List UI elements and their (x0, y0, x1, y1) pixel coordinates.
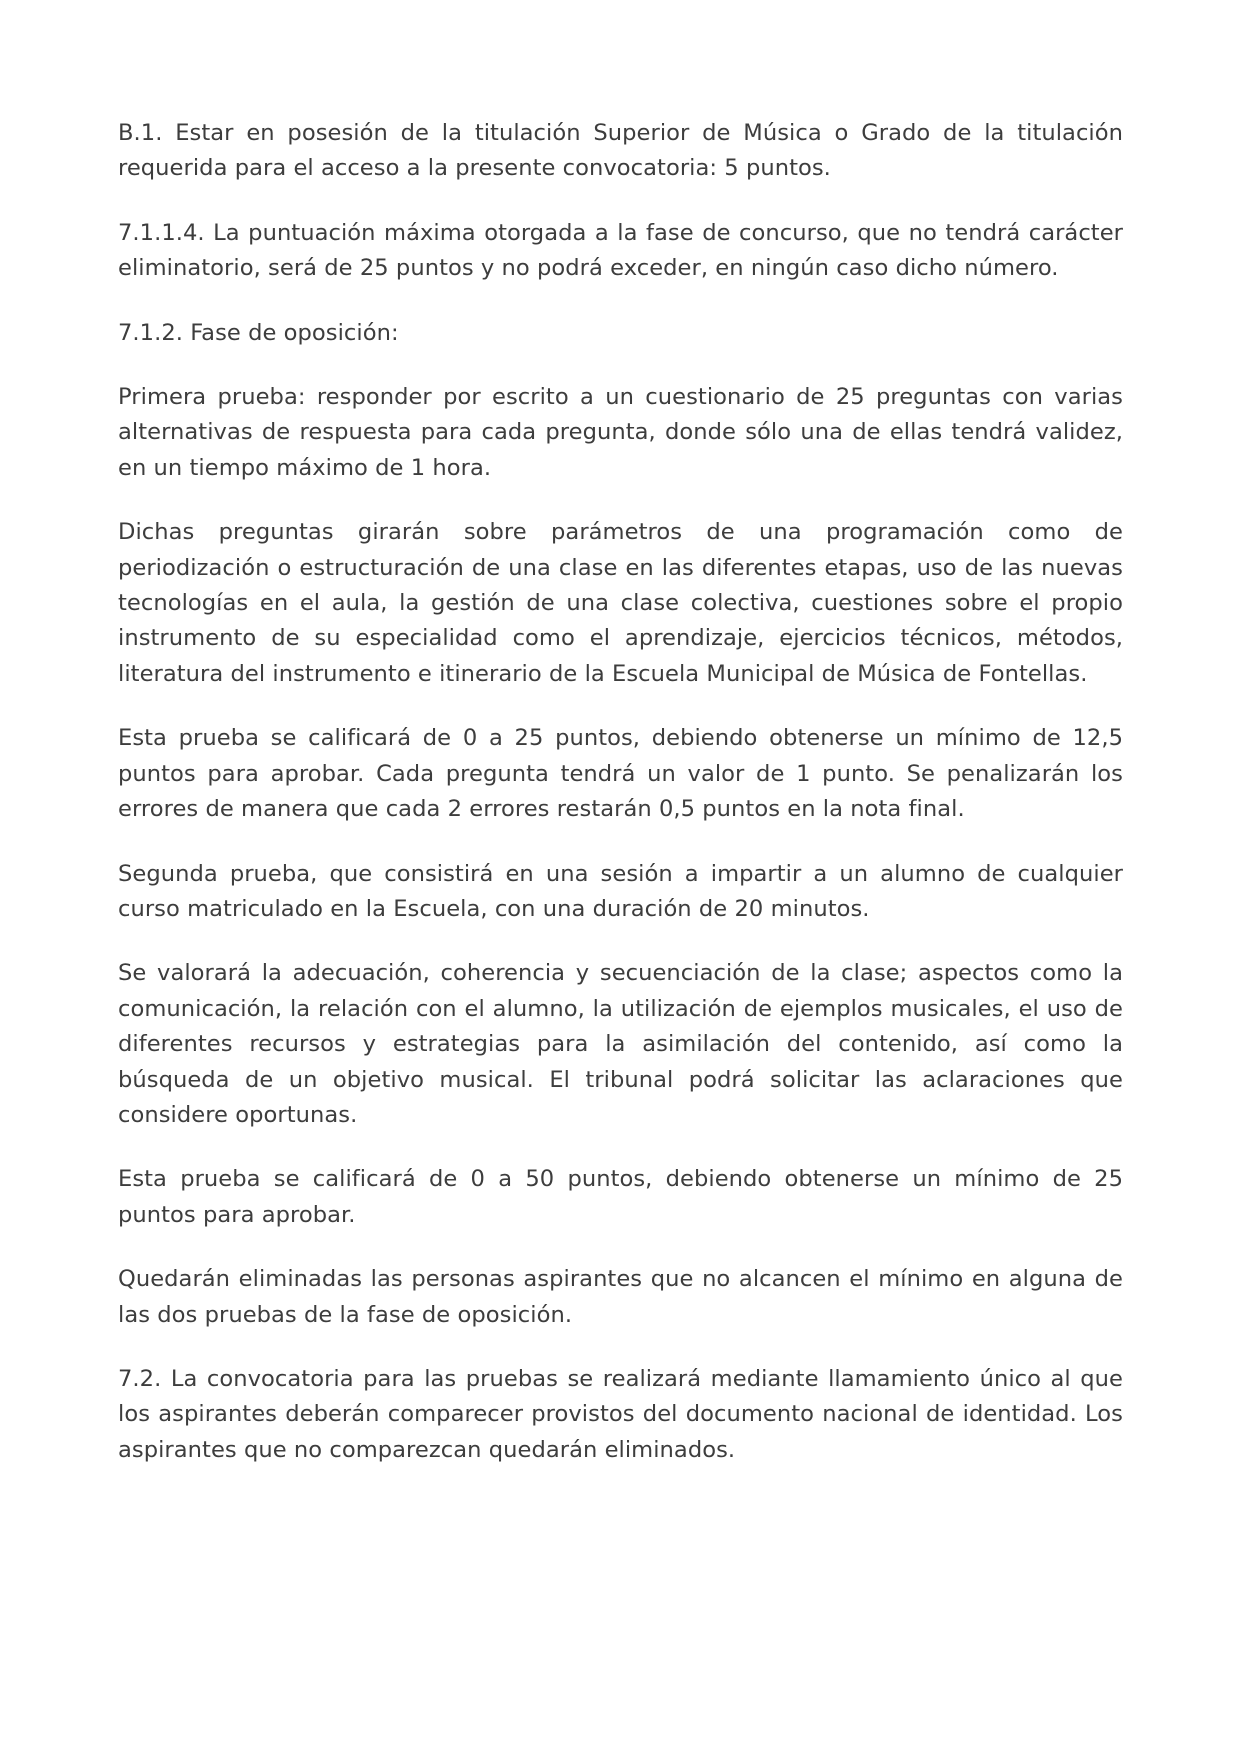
document-body (118, 116, 1123, 1497)
paragraph-segunda-prueba: Segunda prueba, que consistirá en una sesión a impartir a un alumno de cualquier curso matriculado en la Escuela, con una duración de 20 minutos. (118, 860, 1123, 922)
paragraph-calificacion-primera-prueba: Esta prueba se calificará de 0 a 25 puntos, debiendo obtenerse un mínimo de 12,5 puntos para aprobar. Cada pregunta tendrá un valor de 1 punto. Se penalizarán los errores de manera que cada 2 errores restarán 0,5 puntos en la nota final. (118, 725, 1123, 823)
paragraph-b1-titulacion: B.1. Estar en posesión de la titulación Superior de Música o Grado de la titulación requerida para el acceso a la presente convocatoria: 5 puntos. (118, 120, 1123, 182)
paragraph-7-1-2-fase-oposicion: 7.1.2. Fase de oposición: (118, 319, 399, 346)
paragraph-calificacion-segunda-prueba: Esta prueba se calificará de 0 a 50 puntos, debiendo obtenerse un mínimo de 25 puntos para aprobar. (118, 1166, 1123, 1228)
paragraph-dichas-preguntas: Dichas preguntas girarán sobre parámetros de una programación como de periodización o estructuración de una clase en las diferentes etapas, uso de las nuevas tecnologías en el aula, la gestión de una clase colectiva, cuestiones sobre el propio instrumento de su especialidad como el aprendizaje, ejercicios técnicos, métodos, literatura del instrumento e itinerario de la Escuela Municipal de Música de Fontellas. (118, 519, 1123, 687)
paragraph-eliminacion-aspirantes: Quedarán eliminadas las personas aspirantes que no alcancen el mínimo en alguna de las dos pruebas de la fase de oposición. (118, 1266, 1123, 1328)
paragraph-primera-prueba: Primera prueba: responder por escrito a un cuestionario de 25 preguntas con varias alternativas de respuesta para cada pregunta, donde sólo una de ellas tendrá validez, en un tiempo máximo de 1 hora. (118, 384, 1123, 481)
paragraph-7-2-convocatoria: 7.2. La convocatoria para las pruebas se realizará mediante llamamiento único al que los aspirantes deberán comparecer provistos del documento nacional de identidad. Los aspirantes que no comparezcan quedarán eliminados. (118, 1365, 1123, 1463)
paragraph-valoracion-sesion: Se valorará la adecuación, coherencia y secuenciación de la clase; aspectos como la comunicación, la relación con el alumno, la utilización de ejemplos musicales, el uso de diferentes recursos y estrategias para la asimilación del contenido, así como la búsqueda de un objetivo musical. El tribunal podrá solicitar las aclaraciones que considere oportunas. (118, 960, 1123, 1128)
paragraph-7-1-1-4-puntuacion-maxima: 7.1.1.4. La puntuación máxima otorgada a la fase de concurso, que no tendrá carácter eliminatorio, será de 25 puntos y no podrá exceder, en ningún caso dicho número. (118, 219, 1123, 282)
